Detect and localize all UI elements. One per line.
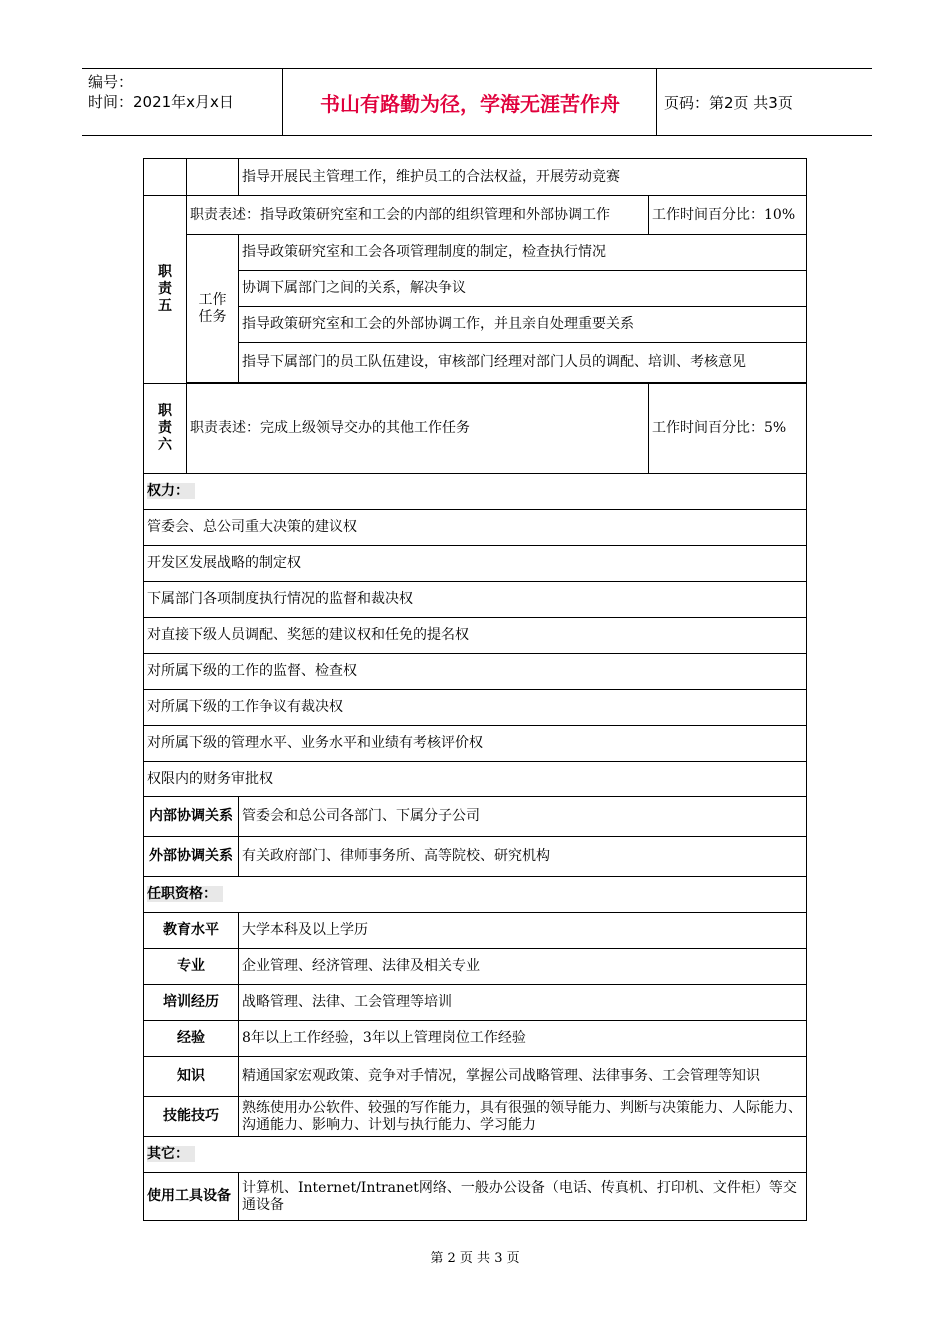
task-label: 工作 任务 — [187, 235, 239, 383]
table-row — [144, 1137, 807, 1173]
task-cell: 指导政策研究室和工会的外部协调工作，并且亲自处理重要关系 — [239, 307, 807, 343]
table-row — [144, 510, 807, 546]
header-divider — [282, 68, 283, 136]
education-label: 教育水平 — [144, 913, 239, 949]
table-row — [144, 474, 807, 510]
table-row — [144, 1173, 807, 1221]
table-row — [144, 837, 807, 877]
section-title-authority: 权力： — [144, 474, 807, 510]
table-row — [144, 159, 807, 196]
time-percent: 工作时间百分比：10% — [649, 196, 807, 235]
authority-item: 对所属下级的管理水平、业务水平和业绩有考核评价权 — [144, 726, 807, 762]
table-row — [144, 690, 807, 726]
table-row — [144, 196, 807, 235]
header-divider — [656, 68, 657, 136]
training-value: 战略管理、法律、工会管理等培训 — [239, 985, 807, 1021]
header-meta — [88, 72, 234, 112]
section-title-other: 其它： — [144, 1137, 807, 1173]
table-row — [144, 235, 807, 271]
authority-item: 对所属下级的工作的监督、检查权 — [144, 654, 807, 690]
header-page-number: 页码：第2页 共3页 — [664, 93, 793, 112]
time-percent: 工作时间百分比：5% — [649, 384, 807, 474]
number-label: 编号： — [88, 73, 134, 91]
table-row — [144, 384, 807, 474]
section-title-qualifications: 任职资格： — [144, 877, 807, 913]
knowledge-label: 知识 — [144, 1057, 239, 1097]
training-label: 培训经历 — [144, 985, 239, 1021]
table-row — [144, 271, 807, 307]
table-row — [144, 949, 807, 985]
table-row — [144, 1021, 807, 1057]
table-row — [144, 618, 807, 654]
table-row — [144, 726, 807, 762]
experience-value: 8年以上工作经验，3年以上管理岗位工作经验 — [239, 1021, 807, 1057]
task-cell: 指导政策研究室和工会各项管理制度的制定，检查执行情况 — [239, 235, 807, 271]
duty-description: 职责表述：指导政策研究室和工会的内部的组织管理和外部协调工作 — [187, 196, 649, 235]
experience-label: 经验 — [144, 1021, 239, 1057]
education-value: 大学本科及以上学历 — [239, 913, 807, 949]
table-row — [144, 877, 807, 913]
skills-label: 技能技巧 — [144, 1097, 239, 1137]
page-footer: 第 2 页 共 3 页 — [430, 1251, 520, 1266]
table-row — [144, 307, 807, 343]
duty-description: 职责表述：完成上级领导交办的其他工作任务 — [187, 384, 649, 474]
task-cell: 指导下属部门的员工队伍建设，审核部门经理对部门人员的调配、培训、考核意见 — [239, 343, 807, 383]
table-row — [144, 654, 807, 690]
table-row — [144, 913, 807, 949]
table-row — [144, 797, 807, 837]
authority-item: 对直接下级人员调配、奖惩的建议权和任免的提名权 — [144, 618, 807, 654]
table-row — [144, 343, 807, 383]
table-row — [144, 546, 807, 582]
table-row — [144, 762, 807, 797]
authority-item: 权限内的财务审批权 — [144, 762, 807, 797]
duty-six-label: 职 责 六 — [144, 384, 187, 474]
major-label: 专业 — [144, 949, 239, 985]
task-cell: 指导开展民主管理工作，维护员工的合法权益，开展劳动竞赛 — [239, 159, 807, 196]
internal-coordination-label: 内部协调关系 — [144, 797, 239, 837]
knowledge-value: 精通国家宏观政策、竞争对手情况，掌握公司战略管理、法律事务、工会管理等知识 — [239, 1057, 807, 1097]
job-description-table — [143, 158, 806, 1221]
tools-value: 计算机、Internet/Intranet网络、一般办公设备（电话、传真机、打印机、文件柜）等交通设备 — [239, 1173, 807, 1221]
authority-item: 开发区发展战略的制定权 — [144, 546, 807, 582]
table-row — [144, 1097, 807, 1137]
table-row — [144, 985, 807, 1021]
task-cell: 协调下属部门之间的关系，解决争议 — [239, 271, 807, 307]
external-coordination-label: 外部协调关系 — [144, 837, 239, 877]
internal-coordination-value: 管委会和总公司各部门、下属分子公司 — [239, 797, 807, 837]
authority-item: 管委会、总公司重大决策的建议权 — [144, 510, 807, 546]
authority-item: 对所属下级的工作争议有裁决权 — [144, 690, 807, 726]
authority-item: 下属部门各项制度执行情况的监督和裁决权 — [144, 582, 807, 618]
major-value: 企业管理、经济管理、法律及相关专业 — [239, 949, 807, 985]
duty-five-label: 职 责 五 — [144, 196, 187, 384]
tools-label: 使用工具设备 — [144, 1173, 239, 1221]
header-motto: 书山有路勤为径，学海无涯苦作舟 — [320, 91, 620, 116]
time-label: 时间：2021年x月x日 — [88, 93, 234, 111]
page-header — [82, 68, 872, 136]
table-row — [144, 1057, 807, 1097]
table-row — [144, 582, 807, 618]
skills-value: 熟练使用办公软件、较强的写作能力，具有很强的领导能力、判断与决策能力、人际能力、沟通能力、影响力、计划与执行能力、学习能力 — [239, 1097, 807, 1137]
external-coordination-value: 有关政府部门、律师事务所、高等院校、研究机构 — [239, 837, 807, 877]
